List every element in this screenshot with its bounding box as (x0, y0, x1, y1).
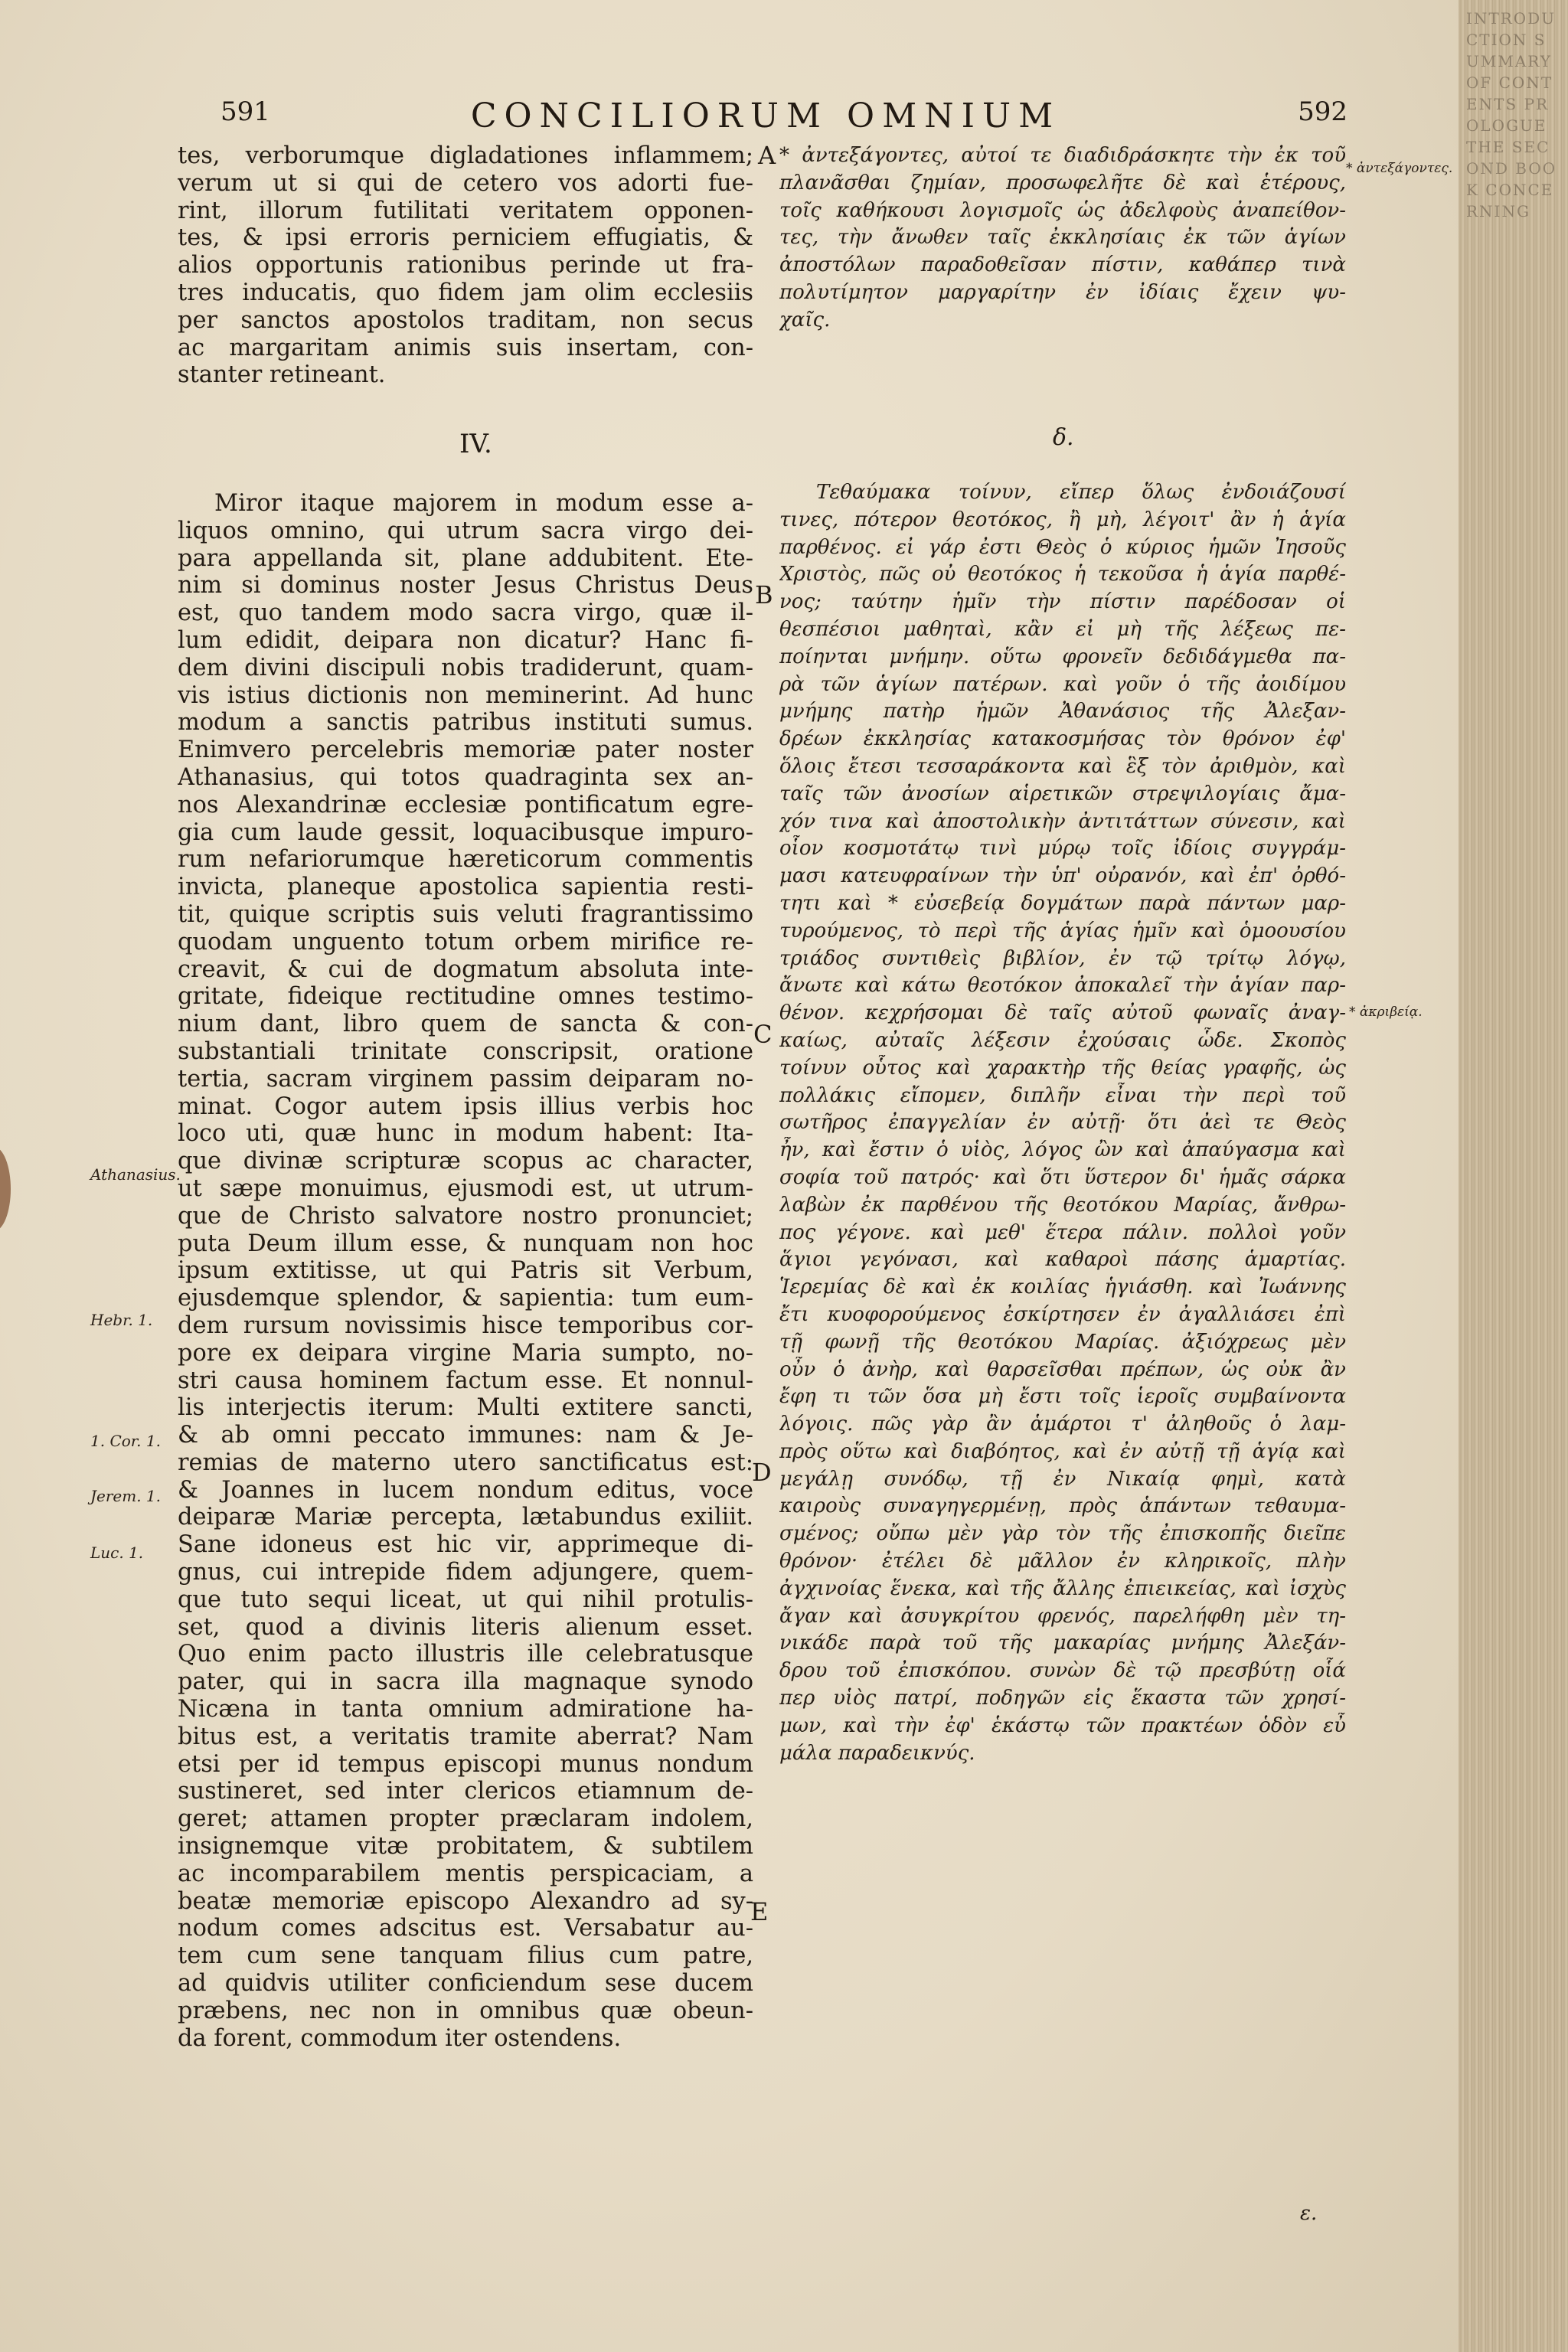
section-letter-a: A (758, 141, 776, 170)
latin-column (178, 142, 753, 389)
text-line: λόγοις. πῶς γὰρ ἂν ἁμάρτοι τ' ἀληθοῦς ὁ λαμ- (779, 1413, 1346, 1436)
text-line: νος; ταύτην ἡμῖν τὴν πίστιν παρέδοσαν οἱ (779, 590, 1346, 614)
text-line: loco uti, quæ hunc in modum habent: Ita- (178, 1120, 753, 1148)
text-line: gritate, fideique rectitudine omnes testimo- (178, 983, 753, 1011)
text-line: τητι καὶ * εὐσεβείᾳ δογμάτων παρὰ πάντων μαρ- (779, 891, 1346, 915)
text-line: tes, verborumque digladationes inflammem; (178, 142, 753, 169)
text-line: remias de materno utero sanctificatus est: (178, 1449, 753, 1476)
text-line: ejusdemque splendor, & sapientia: tum eum- (178, 1285, 753, 1312)
section-letter-d: D (752, 1458, 772, 1487)
latin-body-paragraph (178, 490, 753, 2052)
text-line: Quo enim pacto illustris ille celebratusque (178, 1641, 753, 1668)
text-line: que tuto sequi liceat, ut qui nihil protulis- (178, 1586, 753, 1613)
text-line: vis istius dictionis non meminerint. Ad hunc (178, 681, 753, 709)
text-line: tes, & ipsi erroris perniciem effugiatis, & (178, 224, 753, 252)
running-title: CONCILIORUM OMNIUM (470, 96, 1061, 136)
text-line: præbens, nec non in omnibus quæ obeun- (178, 1997, 753, 2024)
text-line: da forent, commodum iter ostendens. (178, 2024, 622, 2052)
section-letter-b: B (755, 580, 773, 609)
text-line: σωτῆρος ἐπαγγελίαν ἐν αὐτῇ· ὅτι ἀεὶ τε Θεὸς (779, 1111, 1346, 1135)
text-line: οὖν ὁ ἀνὴρ, καὶ θαρσεῖσθαι πρέπων, ὡς οὐκ ἂν (779, 1357, 1346, 1381)
text-line: & Joannes in lucem nondum editus, voce (178, 1476, 753, 1504)
facing-page-bleed-text: INTRODUCTION SUMMARY OF CONTENTS PROLOGUE THE SECOND BOOK CONCERNING (1466, 9, 1557, 220)
text-line: μων, καὶ τὴν ἐφ' ἑκάστῳ τῶν πρακτέων ὁδὸν εὖ (779, 1713, 1346, 1737)
text-line: ἄνωτε καὶ κάτω θεοτόκον ἀποκαλεῖ τὴν ἁγίαν παρ- (779, 974, 1346, 998)
text-line: πλανᾶσθαι ζημίαν, προσωφελῆτε δὲ καὶ ἑτέρους, (779, 171, 1346, 194)
text-line: νικάδε παρὰ τοῦ τῆς μακαρίας μνήμης Ἀλεξάν- (779, 1632, 1346, 1655)
text-line: ipsum extitisse, ut qui Patris sit Verbum, (178, 1257, 753, 1285)
text-line: ἔφη τι τῶν ὅσα μὴ ἔστι τοῖς ἱεροῖς συμβαίνοντα (779, 1385, 1346, 1409)
margin-note-athanasius: Athanasius. (90, 1165, 181, 1184)
text-line: nim si dominus noster Jesus Christus Deus (178, 572, 753, 599)
text-line: μεγάλῃ συνόδῳ, τῇ ἐν Νικαίᾳ φημὶ, κατὰ (779, 1467, 1346, 1491)
text-line: lis interjectis iterum: Multi extitere sancti, (178, 1394, 753, 1422)
text-line: insignemque vitæ probitatem, & subtilem (178, 1833, 753, 1860)
text-line: nos Alexandrinæ ecclesiæ pontificatum egre- (178, 791, 753, 818)
text-line: para appellanda sit, plane addubitent. Ete- (178, 544, 753, 572)
text-line: πος γέγονε. καὶ μεθ' ἕτερα πάλιν. πολλοὶ γοῦν (779, 1220, 1346, 1244)
greek-section-number: δ. (1053, 424, 1074, 451)
text-line: tit, quique scriptis suis veluti fragrantissimo (178, 900, 753, 928)
text-line: Nicæna in tanta omnium admiratione ha- (178, 1696, 753, 1723)
text-line: ac incomparabilem mentis perspicaciam, a (178, 1860, 753, 1887)
text-line: substantiali trinitate conscripsit, oratione (178, 1037, 753, 1065)
greek-body-paragraph (779, 479, 1346, 1767)
text-line: ἀποστόλων παραδοθεῖσαν πίστιν, καθάπερ τινὰ (779, 253, 1346, 277)
text-line: per sanctos apostolos traditam, non secus (178, 306, 753, 334)
text-line: λαβὼν ἐκ παρθένου τῆς θεοτόκου Μαρίας, ἄνθρω- (779, 1193, 1346, 1217)
text-line: beatæ memoriæ episcopo Alexandro ad sy- (178, 1887, 753, 1915)
signature-mark: ε. (1300, 2202, 1318, 2225)
text-line: stanter retineant. (178, 361, 386, 389)
text-line: ac margaritam animis suis insertam, con- (178, 334, 753, 361)
text-line: Enimvero percelebris memoriæ pater noster (178, 737, 753, 764)
text-line: bitus est, a veritatis tramite aberrat? Nam (178, 1723, 753, 1750)
text-line: χόν τινα καὶ ἀποστολικὴν ἀντιτάττων σύνεσιν, καὶ (779, 809, 1346, 833)
text-line: ἦν, καὶ ἔστιν ὁ υἱὸς, λόγος ὢν καὶ ἀπαύγασμα καὶ (779, 1138, 1346, 1162)
text-line: Athanasius, qui totos quadraginta sex an- (178, 763, 753, 791)
margin-note-corinthians: 1. Cor. 1. (90, 1432, 161, 1450)
text-line: τοίνυν οὗτος καὶ χαρακτὴρ τῆς θείας γραφῆς, ὡς (779, 1056, 1346, 1080)
latin-top-paragraph (178, 142, 753, 389)
text-line: ποίηνται μνήμην. οὕτω φρονεῖν δεδιδάγμεθα πα- (779, 645, 1346, 668)
margin-note-hebrews: Hebr. 1. (90, 1311, 153, 1329)
text-line: dem rursum novissimis hisce temporibus cor- (178, 1312, 753, 1339)
text-line: θεσπέσιοι μαθηταὶ, κἂν εἰ μὴ τῆς λέξεως πε- (779, 617, 1346, 641)
text-line: Sane idoneus est hic vir, apprimeque di- (178, 1531, 753, 1559)
text-line: θρόνον· ἐτέλει δὲ μᾶλλον ἐν κληρικοῖς, πλὴν (779, 1550, 1346, 1573)
text-line: puta Deum illum esse, & nunquam non hoc (178, 1230, 753, 1257)
section-letter-e: E (750, 1897, 769, 1926)
greek-column (779, 142, 1346, 335)
text-line: τῇ φωνῇ τῆς θεοτόκου Μαρίας. ἀξιόχρεως μὲν (779, 1330, 1346, 1354)
text-line: rint, illorum futilitati veritatem opponen- (178, 197, 753, 224)
text-line: Χριστὸς, πῶς οὐ θεοτόκος ἡ τεκοῦσα ἡ ἁγία παρθέ- (779, 563, 1346, 586)
text-line: modum a sanctis patribus instituti sumus. (178, 709, 753, 737)
text-line: deiparæ Mariæ percepta, lætabundus exiliit. (178, 1504, 753, 1531)
text-line: tertia, sacram virginem passim deiparam no- (178, 1065, 753, 1093)
text-line: tem cum sene tanquam filius cum patre, (178, 1942, 753, 1970)
text-line: πολλάκις εἴπομεν, διπλῆν εἶναι τὴν περὶ τοῦ (779, 1083, 1346, 1107)
page-number-right: 592 (1298, 96, 1348, 127)
text-line: * ἀντεξάγοντες, αὐτοί τε διαδιδράσκητε τὴν ἐκ τοῦ (779, 144, 1346, 167)
text-line: μασι κατευφραίνων τὴν ὑπ' οὐρανόν, καὶ ἐπ' ὀρθό- (779, 864, 1346, 888)
margin-note-luke: Luc. 1. (90, 1544, 144, 1562)
text-line: τες, τὴν ἄνωθεν ταῖς ἐκκλησίαις ἐκ τῶν ἁγίων (779, 226, 1346, 250)
text-line: gia cum laude gessit, loquacibusque impuro- (178, 818, 753, 846)
text-line: Τεθαύμακα τοίνυν, εἴπερ ὅλως ἐνδοιάζουσί (816, 481, 1346, 504)
text-line: que divinæ scripturæ scopus ac character, (178, 1148, 753, 1175)
text-line: pater, qui in sacra illa magnaque synodo (178, 1668, 753, 1696)
text-line: τυρούμενος, τὸ περὶ τῆς ἁγίας ἡμῖν καὶ ὁμοουσίου (779, 919, 1346, 942)
text-line: ἔτι κυοφορούμενος ἐσκίρτησεν ἐν ἀγαλλιάσει ἐπὶ (779, 1302, 1346, 1326)
text-line: liquos omnino, qui utrum sacra virgo dei- (178, 517, 753, 544)
text-line: μνήμης πατὴρ ἡμῶν Ἀθανάσιος τῆς Ἀλεξαν- (779, 700, 1346, 724)
text-line: stri causa hominem factum esse. Et nonnul- (178, 1367, 753, 1394)
text-line: πρὸς οὕτω καὶ διαβόητος, καὶ ἐν αὐτῇ τῇ ἁγίᾳ καὶ (779, 1439, 1346, 1463)
text-line: ad quidvis utiliter conficiendum sese ducem (178, 1970, 753, 1998)
text-line: ταῖς τῶν ἀνοσίων αἱρετικῶν στρεψιλογίαις ἄμα- (779, 782, 1346, 805)
section-letter-c: C (753, 1020, 773, 1049)
text-line: lum edidit, deipara non dicatur? Hanc fi- (178, 626, 753, 654)
text-line: invicta, planeque apostolica sapientia resti- (178, 874, 753, 901)
text-line: παρθένος. εἰ γάρ ἐστι Θεὸς ὁ κύριος ἡμῶν Ἰησοῦς (779, 535, 1346, 559)
margin-note-jeremiah: Jerem. 1. (90, 1487, 162, 1505)
text-line: σοφία τοῦ πατρός· καὶ ὅτι ὕστερον δι' ἡμᾶς σάρκα (779, 1165, 1346, 1189)
greek-body (779, 479, 1346, 1767)
text-line: Miror itaque majorem in modum esse a- (214, 490, 753, 517)
text-line: geret; attamen propter præclaram indolem, (178, 1805, 753, 1833)
text-line: τοῖς καθήκουσι λογισμοῖς ὡς ἀδελφοὺς ἀναπείθον- (779, 198, 1346, 222)
text-line: ἅγιοι γεγόνασι, καὶ καθαροὶ πάσης ἁμαρτίας. (779, 1248, 1346, 1272)
text-line: σμένος; οὔπω μὲν γὰρ τὸν τῆς ἐπισκοπῆς διεῖπε (779, 1522, 1346, 1546)
text-line: alios opportunis rationibus perinde ut fra- (178, 252, 753, 279)
text-line: καίως, αὐταῖς λέξεσιν ἐχούσαις ὧδε. Σκοπὸς (779, 1028, 1346, 1052)
text-line: gnus, cui intrepide fidem adjungere, quem- (178, 1559, 753, 1586)
text-line: dem divini discipuli nobis tradiderunt, quam- (178, 654, 753, 681)
text-line: ὅλοις ἔτεσι τεσσαράκοντα καὶ ἓξ τὸν ἀριθμὸν, καὶ (779, 754, 1346, 778)
margin-note-variant-top: * ἀντεξάγοντες. (1346, 161, 1453, 176)
text-line: Ἱερεμίας δὲ καὶ ἐκ κοιλίας ἡγιάσθη. καὶ Ἰωάννης (779, 1276, 1346, 1299)
greek-top-paragraph (779, 142, 1346, 335)
text-line: creavit, & cui de dogmatum absoluta inte- (178, 956, 753, 983)
text-line: sustineret, sed inter clericos etiamnum de- (178, 1778, 753, 1805)
running-header (207, 96, 1348, 142)
text-line: δρου τοῦ ἐπισκόπου. συνὼν δὲ τῷ πρεσβύτῃ οἷά (779, 1659, 1346, 1683)
text-line: οἷον κοσμοτάτῳ τινὶ μύρῳ τοῖς ἰδίοις συγγράμ- (779, 837, 1346, 861)
text-line: ρὰ τῶν ἁγίων πατέρων. καὶ γοῦν ὁ τῆς ἀοιδίμου (779, 672, 1346, 696)
text-line: ut sæpe monuimus, ejusmodi est, ut utrum- (178, 1174, 753, 1202)
text-line: θένον. κεχρήσομαι δὲ ταῖς αὐτοῦ φωναῖς ἀναγ- (779, 1001, 1346, 1025)
text-line: nodum comes adscitus est. Versabatur au- (178, 1915, 753, 1942)
text-line: ἀγχινοίας ἕνεκα, καὶ τῆς ἄλλης ἐπιεικείας, καὶ ἰσχὺς (779, 1576, 1346, 1600)
latin-section-number: IV. (459, 429, 492, 459)
text-line: περ υἱὸς πατρί, ποδηγῶν εἰς ἕκαστα τῶν χρησί- (779, 1687, 1346, 1710)
text-line: ἄγαν καὶ ἀσυγκρίτου φρενός, παρελήφθη μὲν τη- (779, 1604, 1346, 1628)
margin-note-variant-mid: * ἀκριβείᾳ. (1349, 1004, 1423, 1020)
text-line: δρέων ἐκκλησίας κατακοσμήσας τὸν θρόνον ἐφ' (779, 727, 1346, 751)
text-line: quodam unguento totum orbem mirifice re- (178, 928, 753, 956)
text-line: καιροὺς συναγηγερμένῃ, πρὸς ἁπάντων τεθαυμα- (779, 1494, 1346, 1518)
text-line: verum ut si qui de cetero vos adorti fue- (178, 169, 753, 197)
text-line: minat. Cogor autem ipsis illius verbis hoc (178, 1093, 753, 1120)
text-line: nium dant, libro quem de sancta & con- (178, 1011, 753, 1038)
latin-body (178, 490, 753, 2052)
text-line: μάλα παραδεικνύς. (779, 1741, 975, 1765)
text-line: πολυτίμητον μαργαρίτην ἐν ἰδίαις ἔχειν ψυ- (779, 280, 1346, 304)
text-line: etsi per id tempus episcopi munus nondum (178, 1750, 753, 1778)
text-line: rum nefariorumque hæreticorum commentis (178, 846, 753, 874)
text-line: τινες, πότερον θεοτόκος, ἢ μὴ, λέγοιτ' ἂν ἡ ἁγία (779, 508, 1346, 531)
text-line: tres inducatis, quo fidem jam olim ecclesiis (178, 279, 753, 306)
text-line: τριάδος συντιθεὶς βιβλίον, ἐν τῷ τρίτῳ λόγῳ, (779, 946, 1346, 970)
text-line: χαῖς. (779, 308, 831, 332)
text-line: est, quo tandem modo sacra virgo, quæ il- (178, 599, 753, 627)
text-line: que de Christo salvatore nostro pronunciet; (178, 1202, 753, 1230)
text-line: & ab omni peccato immunes: nam & Je- (178, 1422, 753, 1449)
text-line: pore ex deipara virgine Maria sumpto, no- (178, 1339, 753, 1367)
page-number-left: 591 (220, 96, 270, 127)
text-line: set, quod a divinis literis alienum esset. (178, 1613, 753, 1641)
